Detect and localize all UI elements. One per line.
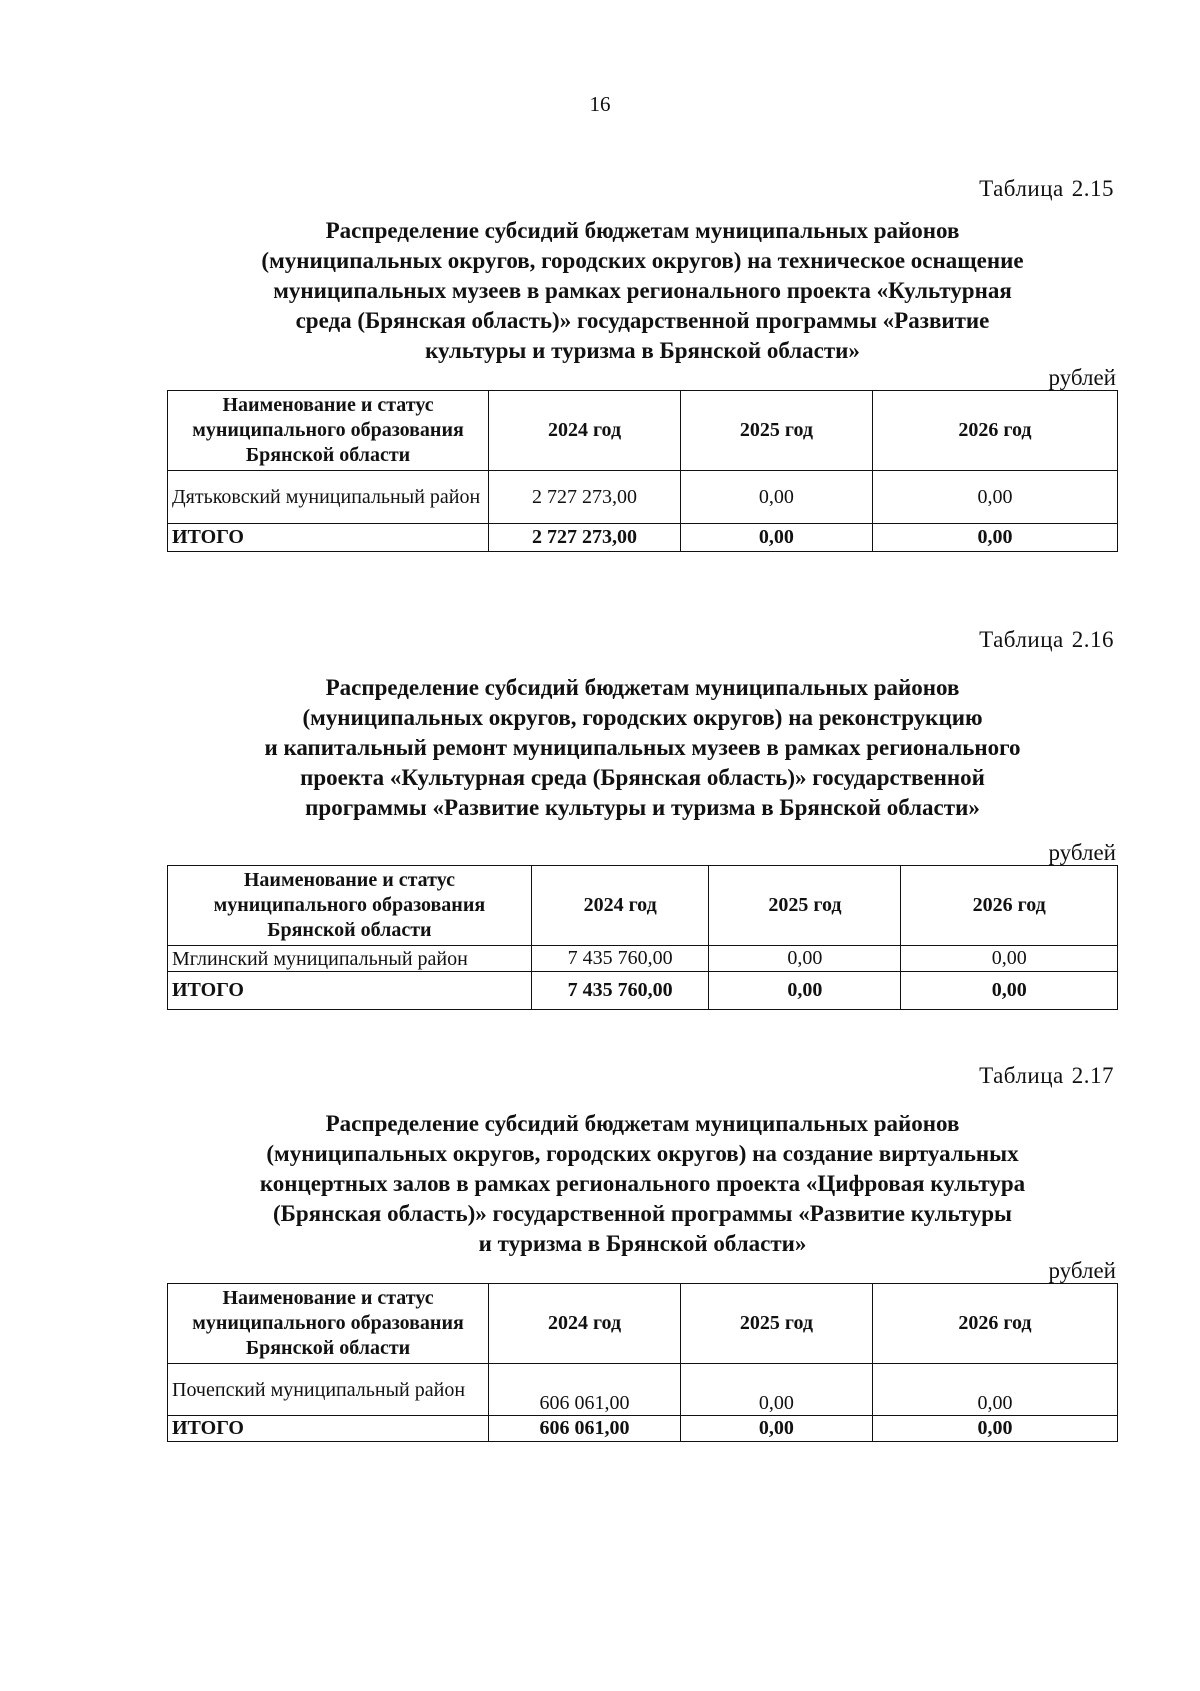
total-row [168, 524, 1118, 552]
total-row [168, 1416, 1118, 1442]
title-line: Распределение субсидий бюджетам муниципальных районов [325, 1111, 960, 1136]
row-value-2024: 7 435 760,00 [531, 946, 709, 972]
total-row [168, 972, 1118, 1010]
total-value-2024: 7 435 760,00 [531, 972, 709, 1010]
table-title [167, 1109, 1118, 1259]
total-value-2024: 2 727 273,00 [489, 524, 681, 552]
table-label [167, 1063, 1118, 1089]
table-label [167, 176, 1118, 202]
data-table [167, 865, 1118, 1010]
row-value-2026: 0,00 [872, 1364, 1117, 1416]
data-table [167, 1283, 1118, 1442]
total-value-2025: 0,00 [680, 1416, 872, 1442]
table-label-number: 2.17 [1071, 1063, 1114, 1088]
column-header-2025: 2025 год [680, 1284, 872, 1364]
column-header-2024: 2024 год [531, 866, 709, 946]
title-line: (муниципальных округов, городских округов) на техническое оснащение [261, 248, 1024, 273]
total-label: ИТОГО [168, 524, 489, 552]
unit-label: рублей [1048, 1258, 1116, 1283]
total-value-2026: 0,00 [872, 524, 1117, 552]
column-header-2024: 2024 год [489, 391, 681, 471]
table-section-2-16 [167, 627, 1118, 1010]
title-line: культуры и туризма в Брянской области» [425, 338, 860, 363]
row-value-2025: 0,00 [709, 946, 901, 972]
title-line: и туризма в Брянской области» [478, 1231, 807, 1256]
total-label: ИТОГО [168, 1416, 489, 1442]
table-row [168, 471, 1118, 524]
table-title [167, 216, 1118, 366]
table-section-2-17 [167, 1063, 1118, 1442]
column-header-2025: 2025 год [709, 866, 901, 946]
column-header-name: Наименование и статус муниципального образования Брянской области [168, 866, 532, 946]
total-value-2026: 0,00 [901, 972, 1118, 1010]
row-value-2024: 606 061,00 [489, 1364, 681, 1416]
total-value-2026: 0,00 [872, 1416, 1117, 1442]
data-table [167, 390, 1118, 552]
title-line: и капитальный ремонт муниципальных музеев в рамках регионального [264, 735, 1021, 760]
table-label-number: 2.15 [1071, 176, 1114, 201]
total-label: ИТОГО [168, 972, 532, 1010]
unit-label: рублей [1048, 365, 1116, 390]
row-value-2025: 0,00 [680, 1364, 872, 1416]
total-value-2025: 0,00 [709, 972, 901, 1010]
header-row [168, 1284, 1118, 1364]
unit-label: рублей [1048, 840, 1116, 865]
column-header-name: Наименование и статус муниципального образования Брянской области [168, 391, 489, 471]
title-line: концертных залов в рамках регионального проекта «Цифровая культура [259, 1171, 1026, 1196]
title-line: (Брянская область)» государственной программы «Развитие культуры [272, 1201, 1013, 1226]
row-value-2026: 0,00 [872, 471, 1117, 524]
column-header-name: Наименование и статус муниципального образования Брянской области [168, 1284, 489, 1364]
column-header-2026: 2026 год [901, 866, 1118, 946]
row-name: Дятьковский муниципальный район [168, 471, 489, 524]
table-label-word: Таблица [979, 1063, 1064, 1088]
table-title [167, 673, 1118, 823]
table-label-word: Таблица [979, 627, 1064, 652]
total-value-2025: 0,00 [680, 524, 872, 552]
column-header-2026: 2026 год [872, 391, 1117, 471]
header-row [168, 866, 1118, 946]
table-label-word: Таблица [979, 176, 1064, 201]
row-value-2024: 2 727 273,00 [489, 471, 681, 524]
row-value-2026: 0,00 [901, 946, 1118, 972]
title-line: программы «Развитие культуры и туризма в Брянской области» [305, 795, 980, 820]
column-header-2026: 2026 год [872, 1284, 1117, 1364]
title-line: Распределение субсидий бюджетам муниципальных районов [325, 218, 960, 243]
total-value-2024: 606 061,00 [489, 1416, 681, 1442]
column-header-2025: 2025 год [680, 391, 872, 471]
table-label-number: 2.16 [1071, 627, 1114, 652]
table-section-2-15 [167, 176, 1118, 552]
row-name: Мглинский муниципальный район [168, 946, 532, 972]
table-row [168, 946, 1118, 972]
table-label [167, 627, 1118, 653]
title-line: муниципальных музеев в рамках регионального проекта «Культурная [273, 278, 1012, 303]
title-line: (муниципальных округов, городских округов) на создание виртуальных [266, 1141, 1019, 1166]
table-row [168, 1364, 1118, 1416]
row-value-2025: 0,00 [680, 471, 872, 524]
title-line: (муниципальных округов, городских округов) на реконструкцию [302, 705, 983, 730]
page-number: 16 [589, 92, 611, 116]
header-row [168, 391, 1118, 471]
row-name: Почепский муниципальный район [168, 1364, 489, 1416]
title-line: Распределение субсидий бюджетам муниципальных районов [325, 675, 960, 700]
title-line: среда (Брянская область)» государственной программы «Развитие [295, 308, 990, 333]
column-header-2024: 2024 год [489, 1284, 681, 1364]
title-line: проекта «Культурная среда (Брянская область)» государственной [300, 765, 985, 790]
